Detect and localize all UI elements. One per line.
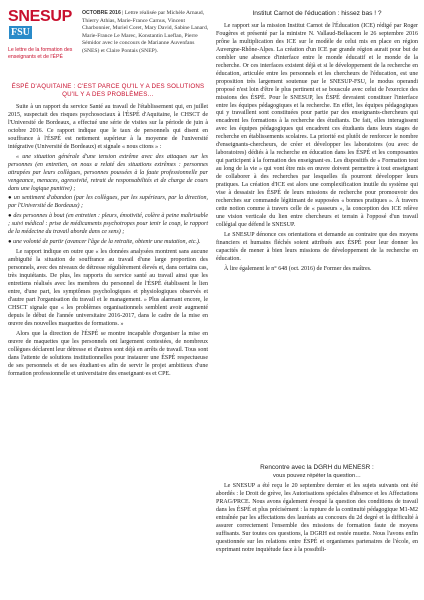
paragraph: Le rapport indique en outre que « les données analysées montrent sans aucune ambiguïté la situation de souffrance au travail d'une large proportion des personnels, avec des niveaux de détresse régulièrement élevés et, dans certains cas, très inquiétants. De plus, les rapports du service santé au travail ainsi que les entretiens réalisés avec les membres du personnel de l'ÉSPÉ établissent le lien entre, d'une part, les symptômes psychologiques et physiologiques observés et d'autre part l'organisation du travail et le management. » Plus alarmant encore, le CHSCT signale que « les problèmes organisationnels semblent avoir augmenté depuis le début de l'année universitaire 2016-2017, dans le cadre de la mise en œuvre des nouvelles maquettes de formations. » — [8, 249, 208, 327]
logo-fsu-badge: FSU — [11, 27, 30, 38]
left-article-title: ÉSPÉ D'AQUITAINE : C'EST PARCE QU'IL Y A DES SOLUTIONS QU'IL Y A DES PROBLÈMES… — [11, 83, 205, 98]
left-article — [8, 82, 208, 380]
paragraph: ● un sentiment d'abandon (par les collègues, par les supérieurs, par la direction, par l'Université de Bordeaux) ; — [8, 195, 208, 210]
paragraph: ● une volonté de partir (avancer l'âge de la retraite, obtenir une mutation, etc.). — [8, 239, 201, 246]
paragraph: Le rapport sur la mission Institut Carnot de l'Éducation (ICE) rédigé par Roger Fougères et présenté par la ministre N. Vallaud-Belkacem le 26 septembre 2016 prône la multiplication des ICE sur le modèle de celui mis en place en région Auvergne-Rhône-Alpes. La création d'un ICE par grande région aurait pour but de combler une absence d'interface entre le monde éducatif et le monde de la recherche. Or ces interfaces existent déjà et si le développement de la recherche en éducation, articulée entre les personnels et les chercheurs de l'éducation, est une proposition très largement soutenue par le SNESUP-FSU, le modus operandi proposé n'est loin d'être le plus pertinent et se bouscule avec celui de l'exercice des missions des ÉSPÉ. Pour le SNESUP, les ÉSPÉ devraient constituer l'interface entre les équipes pédagogiques et la recherche. En effet, les équipes pédagogiques qui y travaillent sont constituées pour partie par des enseignants-chercheurs qui encadrent les formations à la recherche des étudiants. De fait, elles interagissent avec les équipes pédagogiques qui encadrent ces étudiants dans leurs stages de recherche en établissements scolaires. La priorité est plutôt de renforcer le nombre d'enseignants-chercheurs, de créer et développer les laboratoires (ou avec de laboratoires) dédiés à la recherche en éducation dans les ÉSPÉ et les composantes qui participent à la formation des enseignant·es. Les dispositifs de « Formation tout au long de la vie » qui vont être mis en œuvre doivent permettre à tout enseignant de collaborer à des recherches par lesquelles ils pourront développer leurs pratiques. La création d'ICE est alors une complexification inutile du système qui vise à dessaisir les ÉSPÉ de leurs missions de recherche pour promouvoir des recherches sur commande légitimant de supposées « bonnes pratiques ». À travers cette notion comme à travers celle de « passeurs », la conception des ICE relève une vision verticale du lien entre chercheurs et terrain à l'opposé d'un travail collégial que défend le SNESUP. — [216, 23, 418, 228]
bottom-article — [216, 464, 418, 555]
right-article-title: Institut Carnot de l'éducation : hissez bas ! ? — [252, 10, 382, 17]
snesup-logo — [8, 8, 78, 68]
paragraph: Le SNESUP a été reçu le 20 septembre dernier et les sujets suivants ont été abordés : le Droit de grève, les Autorisations spéciales d'absence et les Affectations PRAG/PRCE. Nous avons également évoqué la question des conditions de travail dans les ÉSPÉ et plus précisément : la rupture de la continuité pédagogique M1-M2 entraînée par les affectations des lauréats au concours du 2d degré et la difficulté à assurer correctement l'ensemble des missions de formation faute de moyens suffisants. Sur toutes ces questions, la DGRH est restée muette. Nous l'avons enfin questionnée sur les relations entre ÉSPÉ et organismes partenaires de l'école, en exprimant notre inquiétude face à la possibili- — [216, 483, 418, 553]
logo-wordmark: SNESUP — [8, 8, 72, 25]
paragraph: À lire également le n° 648 (oct. 2016) de Former des maîtres. — [224, 265, 372, 272]
credits-block — [82, 10, 210, 56]
issue-date: OCTOBRE 2016 — [82, 10, 121, 16]
paragraph: Alors que la direction de l'ÉSPÉ se montre incapable d'organiser la mise en œuvre de maquettes que les personnels ont largement contestées, de nombreux collègues déclarent leur détresse et d'autres sont déjà en arrêts de travail. Tous sont dans l'attente de solutions institutionnelles pour instaurer une ÉSPÉ respectueuse de ses personnels et de ses étudiant·es afin de servir le projet ambitieux d'une formation professionnelle et universitaire des enseignant·es et CPE. — [8, 330, 208, 377]
paragraph: Suite à un rapport du service Santé au travail de l'établissement qui, en juillet 2015, suspectait des risques psychosociaux à l'ÉSPÉ d'Aquitaine, le CHSCT de l'Université de Bordeaux, a effectué une série de visites sur la période de juin à octobre 2016. Ce rapport indique que le taux de personnels qui disent en souffrance à l'ÉSPÉ est nettement supérieur à la moyenne de l'université intégrative (Université de Bordeaux) et signale « nous citons » : — [8, 104, 208, 150]
paragraph: Le SNESUP dénonce ces orientations et demande au contraire que des moyens financiers et humains fléchés soient attribués aux ÉSPÉ pour leur donner les capacités de mener à bien leurs missions de développement de la recherche en éducation. — [216, 231, 418, 262]
logo-tagline: Le lettre de la formation des enseignants et de l'ÉPÉ — [8, 47, 73, 60]
credits-text: | Lettre réalisée par Michèle Arnaud, Thierry Athias, Marie-France Carnus, Vincent Charbonnier, Muriel Coret, Mary David, Sabine Lanard, Marie-France Le Marec, Konstantin Lueflan, Pierre Sémidor avec le concours de Marianne Auvenfans (SNES) et Claire Pontais (SNEP). — [82, 10, 209, 54]
bottom-article-subtitle: vous pouvez répéter la question… — [273, 473, 361, 479]
right-article — [216, 10, 418, 276]
paragraph: ● des personnes à bout (en entretien : pleurs, émotivité, colère à peine maîtrisable ; suivi médical : prise de médicaments psychotropes pour tenir le coup, le rapport de la médecine du travail aborde dans ce sens) ; — [8, 213, 208, 236]
bottom-article-title: Rencontre avec la DGRH du MENESR : — [260, 464, 374, 471]
paragraph: « une situation générale d'une tension extrême avec des attaques sur les personnes (en entretien, on nous a relaté des situations extrêmes : personnes attrapées par leurs collègues, personnes poussées à la faute professionnelle par vengeance, menaces, agressivité, retrait de responsabilités et de charge de cours dans une logique punitive) ; — [8, 153, 208, 192]
